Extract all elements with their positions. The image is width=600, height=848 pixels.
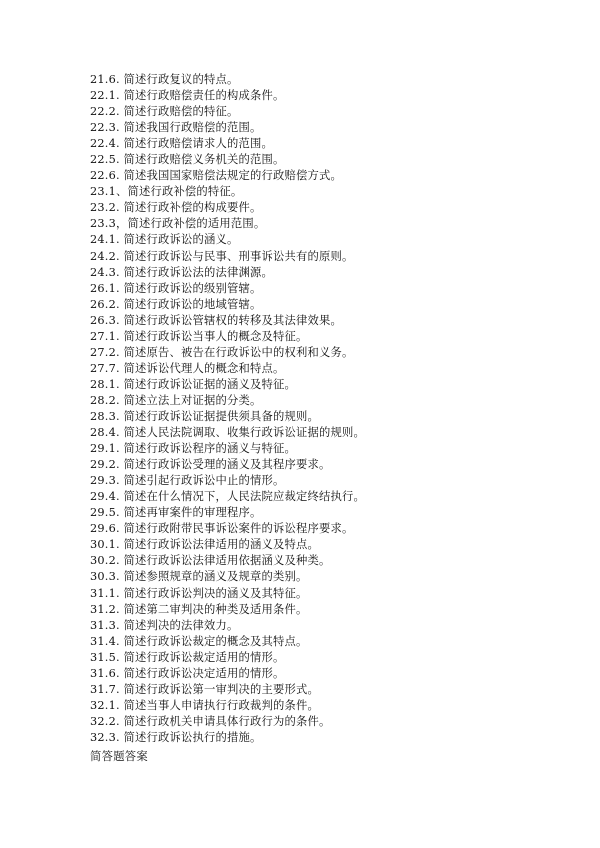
- question-item: 29.5. 简述再审案件的审理程序。: [90, 506, 262, 520]
- question-item: 29.3. 简述引起行政诉讼中止的情形。: [90, 474, 285, 488]
- question-list: [90, 72, 560, 746]
- question-item: 22.2. 简述行政赔偿的特征。: [90, 105, 239, 119]
- question-item: 30.1. 简述行政诉讼法律适用的涵义及特点。: [90, 538, 319, 552]
- question-item: 31.4. 简述行政诉讼裁定的概念及其特点。: [90, 634, 308, 648]
- question-item: 29.2. 简述行政诉讼受理的涵义及其程序要求。: [90, 458, 331, 472]
- question-item: 31.3. 简述判决的法律效力。: [90, 618, 239, 632]
- question-item: 29.6. 简述行政附带民事诉讼案件的诉讼程序要求。: [90, 522, 354, 536]
- question-item: 22.1. 简述行政赔偿责任的构成条件。: [90, 89, 285, 103]
- question-item: 22.5. 简述行政赔偿义务机关的范围。: [90, 153, 285, 167]
- question-item: 31.7. 简述行政诉讼第一审判决的主要形式。: [90, 682, 319, 696]
- question-item: 24.2. 简述行政诉讼与民事、刑事诉讼共有的原则。: [90, 249, 354, 263]
- question-item: 27.2. 简述原告、被告在行政诉讼中的权利和义务。: [90, 345, 354, 359]
- question-item: 30.3. 简述参照规章的涵义及规章的类别。: [90, 570, 308, 584]
- question-item: 26.1. 简述行政诉讼的级别管辖。: [90, 281, 262, 295]
- question-item: 23.1、简述行政补偿的特征。: [90, 185, 243, 199]
- question-item: 31.1. 简述行政诉讼判决的涵义及其特征。: [90, 586, 308, 600]
- question-item: 21.6. 简述行政复议的特点。: [90, 73, 239, 86]
- question-item: 22.3. 简述我国行政赔偿的范围。: [90, 121, 262, 135]
- question-item: 28.3. 简述行政诉讼证据提供须具备的规则。: [90, 409, 319, 423]
- question-item: 32.1. 简述当事人申请执行行政裁判的条件。: [90, 698, 319, 712]
- question-item: 30.2. 简述行政诉讼法律适用依据涵义及种类。: [90, 554, 331, 568]
- question-item: 22.4. 简述行政赔偿请求人的范围。: [90, 137, 273, 151]
- question-item: 31.6. 简述行政诉讼决定适用的情形。: [90, 666, 285, 680]
- question-item: 22.6. 简述我国国家赔偿法规定的行政赔偿方式。: [90, 169, 342, 183]
- question-item: 23.2. 简述行政补偿的构成要件。: [90, 201, 262, 215]
- question-item: 23.3，简述行政补偿的适用范围。: [90, 217, 266, 231]
- question-item: 29.4. 简述在什么情况下，人民法院应裁定终结执行。: [90, 490, 365, 504]
- question-item: 28.1. 简述行政诉讼证据的涵义及特征。: [90, 377, 296, 391]
- question-item: 26.3. 简述行政诉讼管辖权的转移及其法律效果。: [90, 313, 342, 327]
- question-item: 26.2. 简述行政诉讼的地域管辖。: [90, 297, 262, 311]
- question-item: 24.1. 简述行政诉讼的涵义。: [90, 233, 239, 247]
- question-item: 27.7. 简述诉讼代理人的概念和特点。: [90, 361, 285, 375]
- question-item: 32.2. 简述行政机关申请具体行政行为的条件。: [90, 714, 331, 728]
- question-item: 24.3. 简述行政诉讼法的法律渊源。: [90, 265, 273, 279]
- question-item: 29.1. 简述行政诉讼程序的涵义与特征。: [90, 442, 296, 456]
- question-item: 28.2. 简述立法上对证据的分类。: [90, 393, 262, 407]
- question-item: 32.3. 简述行政诉讼执行的措施。: [90, 730, 262, 744]
- question-item: 31.2. 简述第二审判决的种类及适用条件。: [90, 602, 308, 616]
- question-item: 31.5. 简述行政诉讼裁定适用的情形。: [90, 650, 285, 664]
- question-item: 27.1. 简述行政诉讼当事人的概念及特征。: [90, 329, 308, 343]
- answers-section-heading: 简答题答案: [90, 750, 148, 763]
- question-item: 28.4. 简述人民法院调取、收集行政诉讼证据的规则。: [90, 426, 365, 440]
